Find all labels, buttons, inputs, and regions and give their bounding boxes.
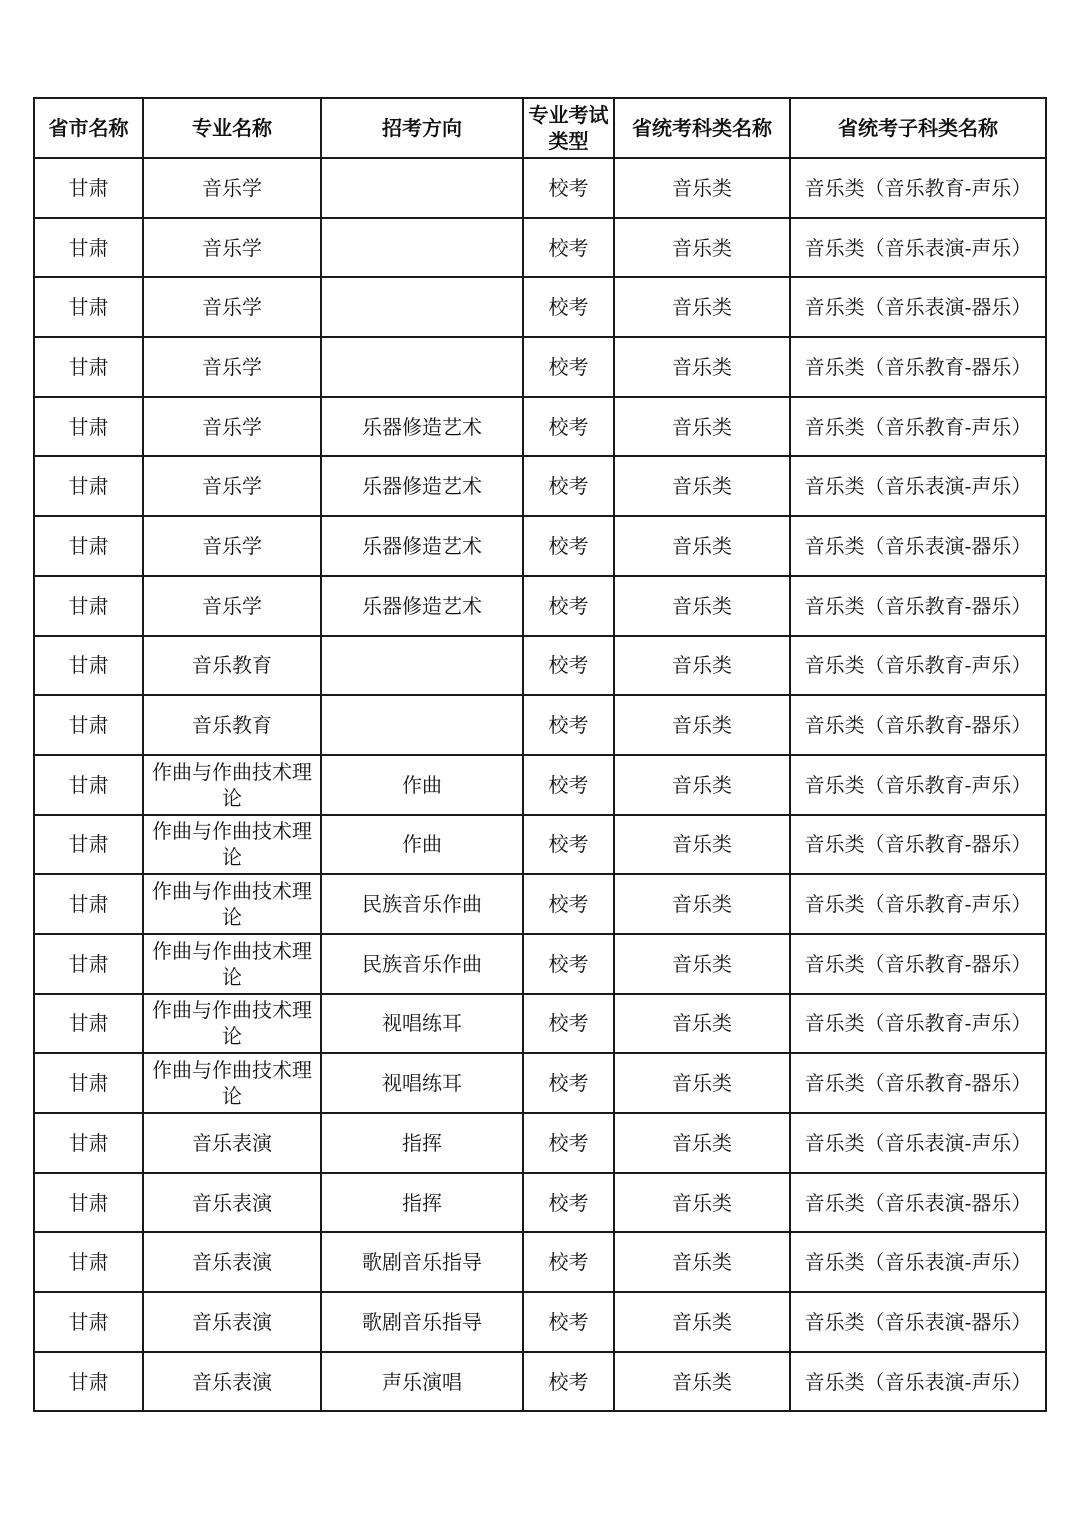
cell-exam-type: 校考 bbox=[523, 1173, 614, 1233]
cell-category: 音乐类 bbox=[614, 1053, 790, 1113]
cell-major: 音乐教育 bbox=[143, 636, 321, 696]
cell-province: 甘肃 bbox=[34, 456, 143, 516]
cell-subcategory: 音乐类（音乐表演-声乐） bbox=[790, 1352, 1046, 1412]
cell-direction bbox=[321, 158, 523, 218]
cell-exam-type: 校考 bbox=[523, 636, 614, 696]
cell-subcategory: 音乐类（音乐表演-器乐） bbox=[790, 1173, 1046, 1233]
cell-category: 音乐类 bbox=[614, 636, 790, 696]
cell-category: 音乐类 bbox=[614, 277, 790, 337]
cell-province: 甘肃 bbox=[34, 1113, 143, 1173]
cell-exam-type: 校考 bbox=[523, 1352, 614, 1412]
table-row bbox=[34, 1053, 1046, 1113]
cell-subcategory: 音乐类（音乐表演-器乐） bbox=[790, 516, 1046, 576]
table-row bbox=[34, 695, 1046, 755]
cell-province: 甘肃 bbox=[34, 1053, 143, 1113]
cell-category: 音乐类 bbox=[614, 397, 790, 457]
cell-direction bbox=[321, 277, 523, 337]
cell-direction bbox=[321, 695, 523, 755]
cell-direction: 声乐演唱 bbox=[321, 1352, 523, 1412]
cell-subcategory: 音乐类（音乐教育-声乐） bbox=[790, 158, 1046, 218]
header-direction: 招考方向 bbox=[321, 98, 523, 158]
cell-category: 音乐类 bbox=[614, 1292, 790, 1352]
cell-exam-type: 校考 bbox=[523, 755, 614, 815]
cell-major: 音乐学 bbox=[143, 277, 321, 337]
cell-subcategory: 音乐类（音乐表演-声乐） bbox=[790, 456, 1046, 516]
cell-subcategory: 音乐类（音乐表演-声乐） bbox=[790, 1232, 1046, 1292]
cell-subcategory: 音乐类（音乐表演-器乐） bbox=[790, 277, 1046, 337]
cell-exam-type: 校考 bbox=[523, 1113, 614, 1173]
cell-category: 音乐类 bbox=[614, 695, 790, 755]
table-header-row bbox=[34, 98, 1046, 158]
table-row bbox=[34, 337, 1046, 397]
cell-subcategory: 音乐类（音乐教育-器乐） bbox=[790, 1053, 1046, 1113]
cell-category: 音乐类 bbox=[614, 994, 790, 1054]
cell-category: 音乐类 bbox=[614, 516, 790, 576]
cell-exam-type: 校考 bbox=[523, 218, 614, 278]
table-row bbox=[34, 397, 1046, 457]
cell-major: 作曲与作曲技术理论 bbox=[143, 994, 321, 1054]
cell-direction: 作曲 bbox=[321, 815, 523, 875]
cell-province: 甘肃 bbox=[34, 397, 143, 457]
cell-exam-type: 校考 bbox=[523, 934, 614, 994]
cell-province: 甘肃 bbox=[34, 516, 143, 576]
cell-major: 作曲与作曲技术理论 bbox=[143, 1053, 321, 1113]
cell-exam-type: 校考 bbox=[523, 456, 614, 516]
table-row bbox=[34, 874, 1046, 934]
cell-exam-type: 校考 bbox=[523, 1232, 614, 1292]
cell-direction bbox=[321, 218, 523, 278]
cell-major: 音乐表演 bbox=[143, 1292, 321, 1352]
header-category: 省统考科类名称 bbox=[614, 98, 790, 158]
cell-direction: 指挥 bbox=[321, 1113, 523, 1173]
cell-subcategory: 音乐类（音乐教育-器乐） bbox=[790, 337, 1046, 397]
cell-province: 甘肃 bbox=[34, 874, 143, 934]
cell-province: 甘肃 bbox=[34, 636, 143, 696]
table-row bbox=[34, 158, 1046, 218]
table-row bbox=[34, 1292, 1046, 1352]
cell-exam-type: 校考 bbox=[523, 576, 614, 636]
cell-category: 音乐类 bbox=[614, 815, 790, 875]
cell-subcategory: 音乐类（音乐教育-声乐） bbox=[790, 397, 1046, 457]
table-row bbox=[34, 1113, 1046, 1173]
cell-exam-type: 校考 bbox=[523, 397, 614, 457]
table-row bbox=[34, 934, 1046, 994]
cell-exam-type: 校考 bbox=[523, 1292, 614, 1352]
header-province: 省市名称 bbox=[34, 98, 143, 158]
cell-exam-type: 校考 bbox=[523, 1053, 614, 1113]
cell-direction: 乐器修造艺术 bbox=[321, 576, 523, 636]
table-row bbox=[34, 815, 1046, 875]
cell-subcategory: 音乐类（音乐教育-器乐） bbox=[790, 695, 1046, 755]
header-exam-type: 专业考试类型 bbox=[523, 98, 614, 158]
table-row bbox=[34, 1352, 1046, 1412]
cell-exam-type: 校考 bbox=[523, 815, 614, 875]
cell-category: 音乐类 bbox=[614, 1173, 790, 1233]
cell-direction: 歌剧音乐指导 bbox=[321, 1292, 523, 1352]
cell-subcategory: 音乐类（音乐教育-器乐） bbox=[790, 576, 1046, 636]
cell-province: 甘肃 bbox=[34, 337, 143, 397]
cell-major: 音乐表演 bbox=[143, 1173, 321, 1233]
cell-direction: 歌剧音乐指导 bbox=[321, 1232, 523, 1292]
cell-province: 甘肃 bbox=[34, 695, 143, 755]
cell-subcategory: 音乐类（音乐教育-器乐） bbox=[790, 934, 1046, 994]
cell-province: 甘肃 bbox=[34, 994, 143, 1054]
cell-category: 音乐类 bbox=[614, 1352, 790, 1412]
cell-major: 作曲与作曲技术理论 bbox=[143, 755, 321, 815]
cell-category: 音乐类 bbox=[614, 218, 790, 278]
cell-province: 甘肃 bbox=[34, 158, 143, 218]
cell-major: 音乐学 bbox=[143, 576, 321, 636]
cell-major: 音乐学 bbox=[143, 516, 321, 576]
cell-exam-type: 校考 bbox=[523, 337, 614, 397]
cell-direction: 视唱练耳 bbox=[321, 1053, 523, 1113]
cell-subcategory: 音乐类（音乐表演-声乐） bbox=[790, 218, 1046, 278]
cell-major: 作曲与作曲技术理论 bbox=[143, 934, 321, 994]
cell-province: 甘肃 bbox=[34, 934, 143, 994]
cell-category: 音乐类 bbox=[614, 576, 790, 636]
cell-major: 音乐教育 bbox=[143, 695, 321, 755]
table-row bbox=[34, 218, 1046, 278]
cell-exam-type: 校考 bbox=[523, 277, 614, 337]
cell-province: 甘肃 bbox=[34, 576, 143, 636]
table-row bbox=[34, 755, 1046, 815]
cell-category: 音乐类 bbox=[614, 158, 790, 218]
cell-province: 甘肃 bbox=[34, 1173, 143, 1233]
cell-direction: 民族音乐作曲 bbox=[321, 934, 523, 994]
cell-major: 音乐学 bbox=[143, 337, 321, 397]
cell-category: 音乐类 bbox=[614, 1113, 790, 1173]
header-major: 专业名称 bbox=[143, 98, 321, 158]
cell-subcategory: 音乐类（音乐教育-器乐） bbox=[790, 815, 1046, 875]
cell-category: 音乐类 bbox=[614, 1232, 790, 1292]
cell-direction: 作曲 bbox=[321, 755, 523, 815]
cell-subcategory: 音乐类（音乐表演-器乐） bbox=[790, 1292, 1046, 1352]
cell-direction: 乐器修造艺术 bbox=[321, 516, 523, 576]
cell-province: 甘肃 bbox=[34, 815, 143, 875]
header-subcategory: 省统考子科类名称 bbox=[790, 98, 1046, 158]
cell-province: 甘肃 bbox=[34, 755, 143, 815]
cell-province: 甘肃 bbox=[34, 218, 143, 278]
cell-subcategory: 音乐类（音乐教育-声乐） bbox=[790, 755, 1046, 815]
table-row bbox=[34, 994, 1046, 1054]
cell-category: 音乐类 bbox=[614, 337, 790, 397]
table-row bbox=[34, 1232, 1046, 1292]
cell-subcategory: 音乐类（音乐教育-声乐） bbox=[790, 874, 1046, 934]
table-row bbox=[34, 636, 1046, 696]
table-row bbox=[34, 576, 1046, 636]
cell-subcategory: 音乐类（音乐表演-声乐） bbox=[790, 1113, 1046, 1173]
cell-category: 音乐类 bbox=[614, 934, 790, 994]
table-row bbox=[34, 456, 1046, 516]
cell-direction bbox=[321, 337, 523, 397]
cell-exam-type: 校考 bbox=[523, 695, 614, 755]
table-row bbox=[34, 516, 1046, 576]
cell-exam-type: 校考 bbox=[523, 516, 614, 576]
cell-direction: 民族音乐作曲 bbox=[321, 874, 523, 934]
cell-category: 音乐类 bbox=[614, 874, 790, 934]
cell-direction: 乐器修造艺术 bbox=[321, 456, 523, 516]
cell-province: 甘肃 bbox=[34, 1352, 143, 1412]
cell-major: 音乐表演 bbox=[143, 1352, 321, 1412]
cell-exam-type: 校考 bbox=[523, 158, 614, 218]
table-row bbox=[34, 277, 1046, 337]
table-row bbox=[34, 1173, 1046, 1233]
table-body bbox=[34, 158, 1046, 1411]
admissions-table bbox=[33, 97, 1047, 1412]
cell-direction: 视唱练耳 bbox=[321, 994, 523, 1054]
cell-major: 作曲与作曲技术理论 bbox=[143, 874, 321, 934]
cell-province: 甘肃 bbox=[34, 1292, 143, 1352]
cell-province: 甘肃 bbox=[34, 1232, 143, 1292]
cell-subcategory: 音乐类（音乐教育-声乐） bbox=[790, 636, 1046, 696]
cell-direction: 乐器修造艺术 bbox=[321, 397, 523, 457]
cell-category: 音乐类 bbox=[614, 755, 790, 815]
cell-direction: 指挥 bbox=[321, 1173, 523, 1233]
cell-exam-type: 校考 bbox=[523, 874, 614, 934]
cell-province: 甘肃 bbox=[34, 277, 143, 337]
cell-subcategory: 音乐类（音乐教育-声乐） bbox=[790, 994, 1046, 1054]
cell-direction bbox=[321, 636, 523, 696]
cell-major: 音乐学 bbox=[143, 456, 321, 516]
cell-major: 音乐表演 bbox=[143, 1113, 321, 1173]
cell-major: 音乐学 bbox=[143, 397, 321, 457]
cell-exam-type: 校考 bbox=[523, 994, 614, 1054]
cell-category: 音乐类 bbox=[614, 456, 790, 516]
cell-major: 作曲与作曲技术理论 bbox=[143, 815, 321, 875]
cell-major: 音乐学 bbox=[143, 158, 321, 218]
cell-major: 音乐学 bbox=[143, 218, 321, 278]
cell-major: 音乐表演 bbox=[143, 1232, 321, 1292]
